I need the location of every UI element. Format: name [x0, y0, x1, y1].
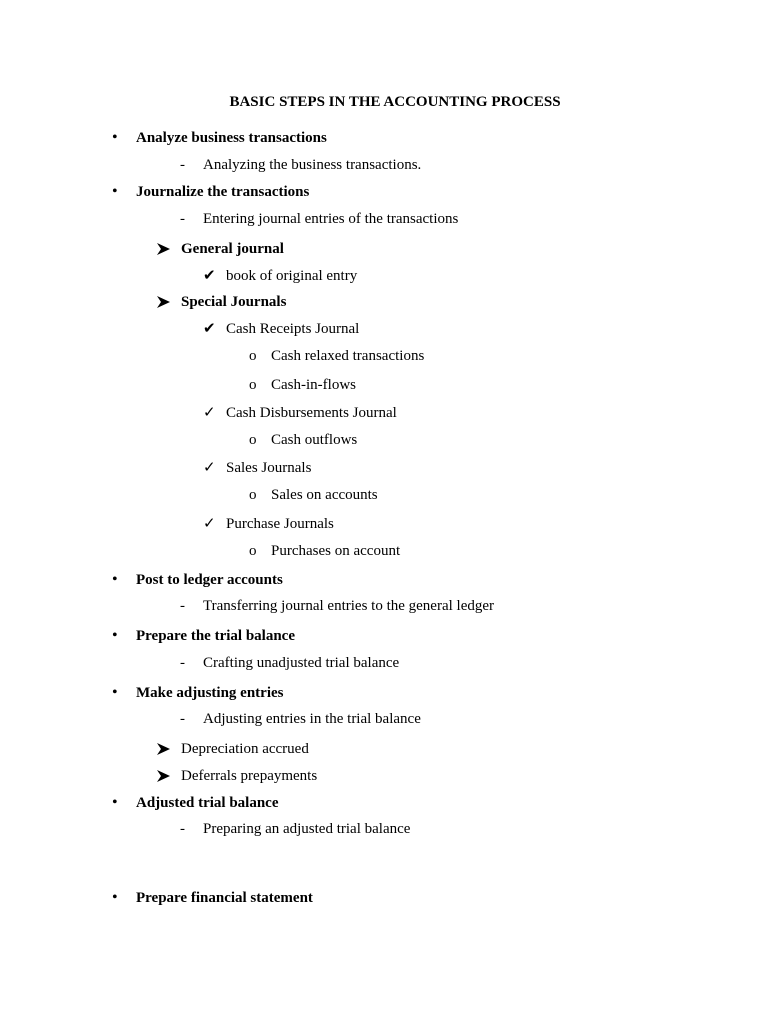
dash-marker: - — [180, 211, 185, 227]
item-text: Purchase Journals — [226, 516, 334, 532]
item-text: Cash outflows — [271, 432, 358, 448]
dash-marker: - — [180, 655, 185, 671]
check-icon: ✔ — [203, 321, 216, 337]
check-icon: ✔ — [203, 268, 216, 284]
item-text: Cash Disbursements Journal — [226, 405, 397, 421]
item-text: Depreciation accrued — [181, 741, 309, 757]
bullet-marker: • — [112, 183, 118, 200]
item-text: Cash-in-flows — [271, 377, 356, 393]
item-text: Adjusting entries in the trial balance — [203, 711, 421, 727]
bullet-marker: • — [112, 129, 118, 146]
arrow-bullet-icon — [157, 293, 170, 308]
check-icon: ✓ — [203, 460, 216, 476]
item-text: Adjusted trial balance — [136, 795, 279, 811]
bullet-marker: • — [112, 889, 118, 906]
circle-marker: o — [249, 377, 257, 393]
item-text: book of original entry — [226, 268, 358, 284]
item-text: Journalize the transactions — [136, 184, 310, 200]
item-text: Cash Receipts Journal — [226, 321, 360, 337]
item-text: Transferring journal entries to the general ledger — [203, 598, 495, 614]
arrow-bullet-icon — [157, 740, 170, 755]
item-text: Sales on accounts — [271, 487, 378, 503]
circle-marker: o — [249, 543, 257, 559]
dash-marker: - — [180, 157, 185, 173]
item-text: Make adjusting entries — [136, 685, 284, 701]
item-text: Post to ledger accounts — [136, 572, 283, 588]
item-text: Preparing an adjusted trial balance — [203, 821, 411, 837]
item-text: Crafting unadjusted trial balance — [203, 655, 400, 671]
item-text: General journal — [181, 241, 284, 257]
arrow-bullet-icon — [157, 240, 170, 255]
item-text: Sales Journals — [226, 460, 312, 476]
item-text: Prepare the trial balance — [136, 628, 295, 644]
item-text: Deferrals prepayments — [181, 768, 318, 784]
bullet-marker: • — [112, 684, 118, 701]
bullet-marker: • — [112, 794, 118, 811]
circle-marker: o — [249, 348, 257, 364]
circle-marker: o — [249, 432, 257, 448]
bullet-marker: • — [112, 627, 118, 644]
item-text: Analyzing the business transactions. — [203, 157, 422, 173]
arrow-bullet-icon — [157, 767, 170, 782]
dash-marker: - — [180, 711, 185, 727]
item-text: Analyze business transactions — [136, 130, 327, 146]
item-text: Purchases on account — [271, 543, 401, 559]
check-icon: ✓ — [203, 405, 216, 421]
bullet-marker: • — [112, 571, 118, 588]
item-text: Cash relaxed transactions — [271, 348, 425, 364]
dash-marker: - — [180, 598, 185, 614]
dash-marker: - — [180, 821, 185, 837]
circle-marker: o — [249, 487, 257, 503]
document-title: BASIC STEPS IN THE ACCOUNTING PROCESS — [229, 94, 561, 110]
check-icon: ✓ — [203, 516, 216, 532]
item-text: Special Journals — [181, 294, 287, 310]
item-text: Entering journal entries of the transactions — [203, 211, 459, 227]
item-text: Prepare financial statement — [136, 890, 313, 906]
